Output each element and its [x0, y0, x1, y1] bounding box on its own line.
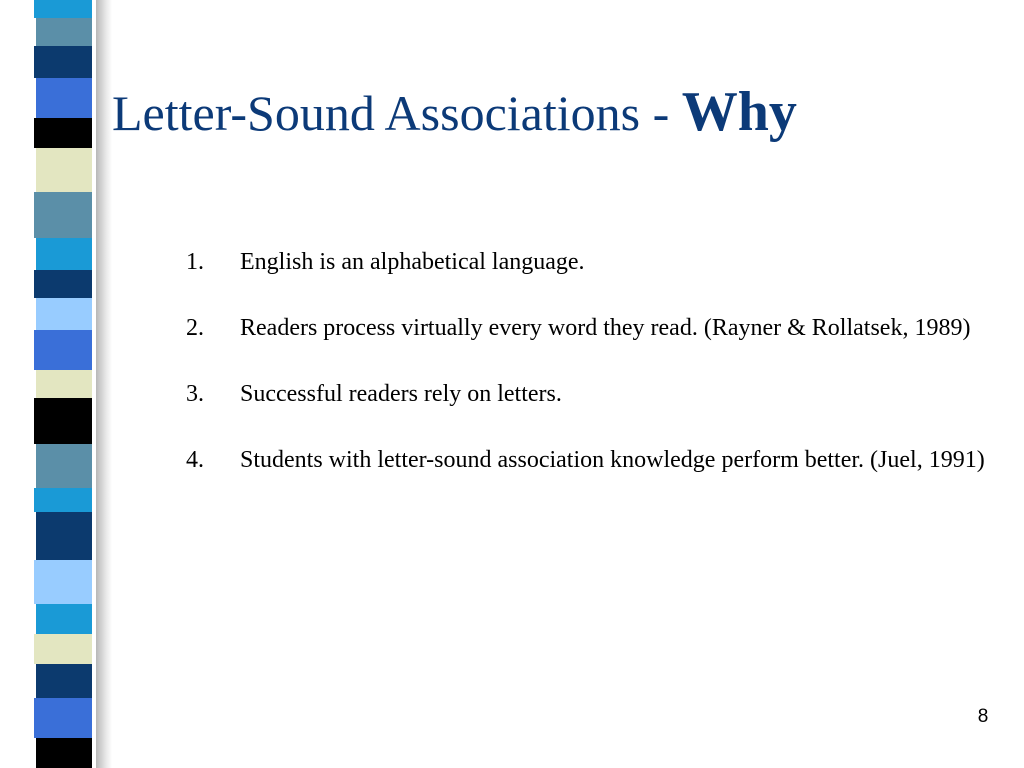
- decorative-stripe: [0, 0, 112, 768]
- list-item: [186, 440, 996, 480]
- list-item-number: 3.: [186, 381, 204, 407]
- page-number: 8: [977, 706, 989, 727]
- title-main-text: Letter-Sound Associations -: [112, 85, 682, 141]
- list-item: [186, 374, 996, 414]
- list-item: [186, 308, 996, 348]
- slide-title: [112, 81, 992, 143]
- list-item-text: Readers process virtually every word they read. (Rayner & Rollatsek, 1989): [240, 315, 971, 341]
- list-item-text: Successful readers rely on letters.: [240, 381, 562, 407]
- title-emphasis-text: Why: [681, 81, 797, 143]
- list-item: [186, 242, 996, 282]
- list-item-text: English is an alphabetical language.: [240, 249, 585, 275]
- decorative-stripe-graphic: [0, 0, 112, 768]
- list-item-text: Students with letter-sound association knowledge perform better. (Juel, 1991): [240, 447, 985, 473]
- list-item-number: 1.: [186, 249, 204, 275]
- numbered-list: [186, 242, 996, 506]
- list-item-number: 4.: [186, 447, 204, 473]
- list-item-number: 2.: [186, 315, 204, 341]
